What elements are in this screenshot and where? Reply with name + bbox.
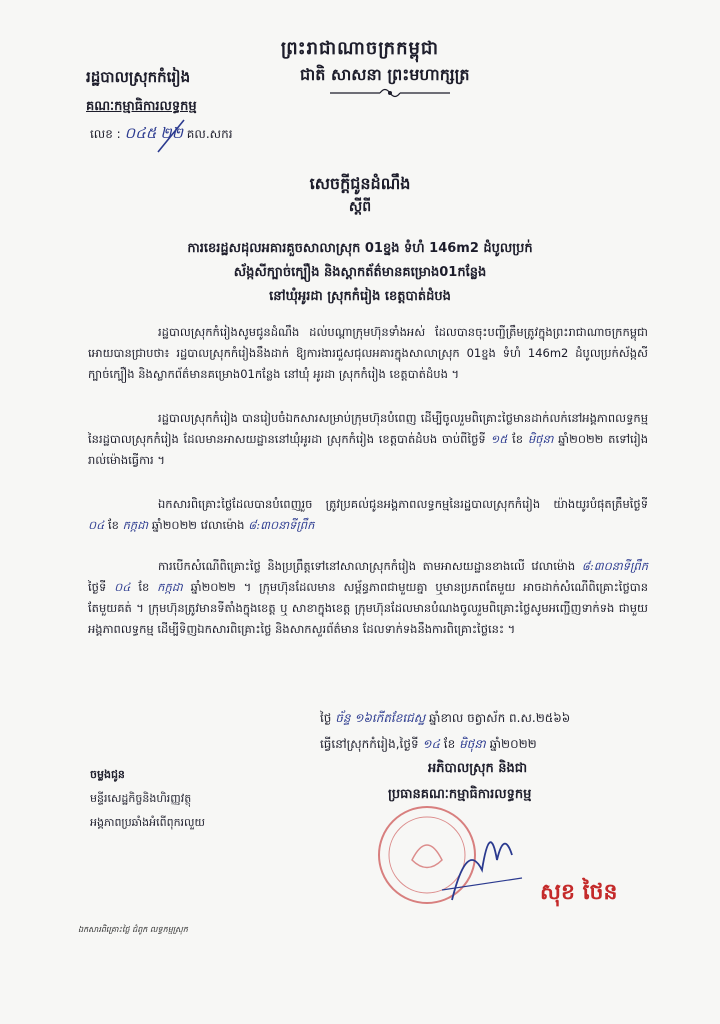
reference-handwritten-number: ០៤៥ (124, 124, 157, 142)
body-paragraph-4 (88, 556, 648, 640)
paragraph-text (88, 556, 648, 640)
day-label: ថ្ងៃទី (88, 580, 107, 594)
handwritten-day: ១៤ (422, 737, 440, 751)
national-motto: ជាតិ សាសនា ព្រះមហាក្សត្រ (300, 65, 470, 84)
reference-suffix: គល.សករ (186, 127, 233, 141)
handwritten-opening-month: កក្កដា (157, 580, 183, 594)
place-date-line (320, 736, 537, 754)
notice-subtitle: ស្តីពី (348, 199, 372, 215)
year-label: ឆ្នាំ២០២២ (558, 432, 604, 446)
month-label: ខែ (512, 432, 524, 446)
reference-handwritten-year: ២២ (160, 124, 183, 142)
month-label: ខែ (107, 518, 119, 532)
subject-line-3: នៅឃុំអូរដា ស្រុកកំរៀង ខេត្តបាត់ដំបង (269, 289, 451, 304)
paragraph-text (88, 494, 648, 536)
subject-line-1: ការខេរដ្ឋសដុលអគារគួចសាលាស្រុក 01ខ្នង ទំហំ 146m2 ដំបូលប្រក់ (187, 241, 533, 256)
handwritten-month: មិថុនា (459, 737, 486, 751)
place-date-prefix: ធ្វើនៅស្រុកកំរៀង,ថ្ងៃទី (320, 737, 419, 751)
body-paragraph-3 (88, 494, 648, 536)
time-label: វេលាម៉ោង (200, 518, 245, 532)
handwritten-month: មិថុនា (527, 432, 554, 446)
issuing-administration: រដ្ឋបាលស្រុកកំរៀង (86, 68, 191, 86)
handwritten-deadline-day: ០៤ (88, 518, 105, 532)
signatory-title: អភិបាលស្រុក និងជា (428, 761, 528, 776)
body-paragraph-2 (88, 408, 648, 471)
ornament-divider-icon (330, 86, 450, 100)
signatory-name: សុខ ថៃន (540, 880, 618, 905)
paragraph-main-text: ការបើកសំណើពិគ្រោះថ្លៃ និងប្រព្រឹត្តទៅនៅសាលាស្រុកកំរៀង តាមអាសយដ្ឋានខាងលើ វេលាម៉ោង (158, 559, 576, 573)
notice-title: សេចក្តីជូនដំណឹង (309, 174, 411, 193)
paragraph-main-text: រដ្ឋបាលស្រុកកំរៀង បានរៀបចំឯកសារសម្រាប់ក្រុមហ៊ុនបំពេញ ដើម្បីចូលរួមពិគ្រោះថ្លៃមានដាក់លក់នៅអង្គភាពលទ្ធកម្មនៃរដ្ឋបាលស្រុកកំរៀង ដែលមានអាសយដ្ឋាននៅឃុំអូរដា ស្រុកកំរៀង ខេត្តបាត់ដំបង (88, 411, 648, 446)
footnote: ឯកសារពិគ្រោះថ្លៃ ជំពូក លទ្ធកម្មស្រុក (78, 925, 188, 934)
month-label: ខែ (443, 737, 456, 751)
paragraph-tail: តទៅរៀងរាល់ម៉ោងធ្វើការ ។ (88, 432, 649, 467)
handwritten-deadline-month: កក្កដា (122, 518, 149, 532)
subject-line-2: ស័ង្កសីក្បាច់ក្បឿង និងស្តាកត័ត៌មានគម្រោង01កន្លែង (233, 265, 487, 280)
year-label: ឆ្នាំ២០២២ (151, 518, 197, 532)
lunar-date-suffix: ឆ្នាំខាល ចត្វាស័ក ព.ស.២៥៦៦ (429, 711, 571, 725)
recipient-item: មន្ទីរសេដ្ឋកិច្ចនិងហិរញ្ញវត្ថុ (90, 792, 192, 805)
year-label: ឆ្នាំ២០២២ (489, 737, 537, 751)
recipient-item: អង្គភាពប្រឆាំងអំពើពុករលួយ (90, 816, 205, 829)
kingdom-header: ព្រះរាជាណាចក្រកម្ពុជា (280, 38, 440, 59)
handwritten-opening-time: ៨:៣០នាទីព្រឹក (581, 559, 648, 573)
reference-label: លេខ : (90, 127, 121, 141)
handwritten-deadline-time: ៨:៣០នាទីព្រឹក (248, 518, 315, 532)
period-from-label: ចាប់ពីថ្ងៃទី (441, 432, 486, 446)
signatory-role: ប្រធានគណៈកម្មាធិការលទ្ធកម្ម (388, 787, 532, 802)
lunar-date-line (320, 710, 570, 728)
month-label: ខែ (138, 580, 150, 594)
recipients-heading: ចម្លងជូន (90, 768, 125, 781)
handwritten-day: ១៥ (490, 432, 508, 446)
handwritten-slash-icon (150, 118, 192, 154)
body-paragraph-1 (88, 322, 648, 385)
paragraph-text (88, 408, 648, 471)
lunar-date-prefix: ថ្ងៃ (320, 711, 332, 725)
paragraph-text: រដ្ឋបាលស្រុកកំរៀងសូមជូនដំណឹង ដល់បណ្តាក្រុមហ៊ុនទាំងអស់ ដែលបានចុះបញ្ជីត្រឹមត្រូវក្នុងព្រះរាជាណាចក្រកម្ពុជាអោយបានជ្រាបថា៖ រដ្ឋបាលស្រុកកំរៀងនឹងដាក់ ឱ្យការងារជួសជុលអគារក្នុងសាលាស្រុក 01ខ្នង ទំហំ 146m2 ដំបូលប្រក់ស័ង្កសីក្បាច់ក្បឿង និងស្លាកព័ត៌មានគម្រោង01កន្លែង នៅឃុំ អូរដា ស្រុកកំរៀង ខេត្តបាត់ដំបង ។ (88, 325, 648, 381)
paragraph-tail: ឆ្នាំ២០២២ ។ ក្រុមហ៊ុនដែលមាន សម្ព័ន្ធភាពជាមួយគ្នា ឬមានប្រភពតែមួយ អាចដាក់សំណើពិគ្រោះថ្លៃបានតែមួយគត់ ។ ក្រុមហ៊ុនត្រូវមានទីតាំងក្នុងខេត្ត ឬ សាខាក្នុងខេត្ត ក្រុមហ៊ុនដែលមានបំណងចូលរួមពិគ្រោះថ្លៃសូមអញ្ជើញទាក់ទង ជាមួយអង្គភាពលទ្ធកម្ម ដើម្បីទិញឯកសារពិគ្រោះថ្លៃ និងសាកសួរព័ត៌មាន ដែលទាក់ទងនឹងការពិគ្រោះថ្លៃនេះ ។ (88, 580, 648, 636)
handwritten-lunar-date: ច័ន្ទ ១៦កើតខែជេស្ឋ (335, 711, 426, 725)
committee-name: គណៈកម្មាធិការលទ្ធកម្ម (86, 99, 197, 114)
handwritten-opening-day: ០៤ (114, 580, 131, 594)
official-seal-icon (372, 800, 542, 910)
paragraph-main-text: ឯកសារពិគ្រោះថ្លៃដែលបានបំពេញរួច ត្រូវប្រគល់ជូនអង្គភាពលទ្ធកម្មនៃរដ្ឋបាលស្រុកកំរៀង យ៉ាងយូរបំផុតត្រឹមថ្ងៃទី (158, 497, 648, 511)
